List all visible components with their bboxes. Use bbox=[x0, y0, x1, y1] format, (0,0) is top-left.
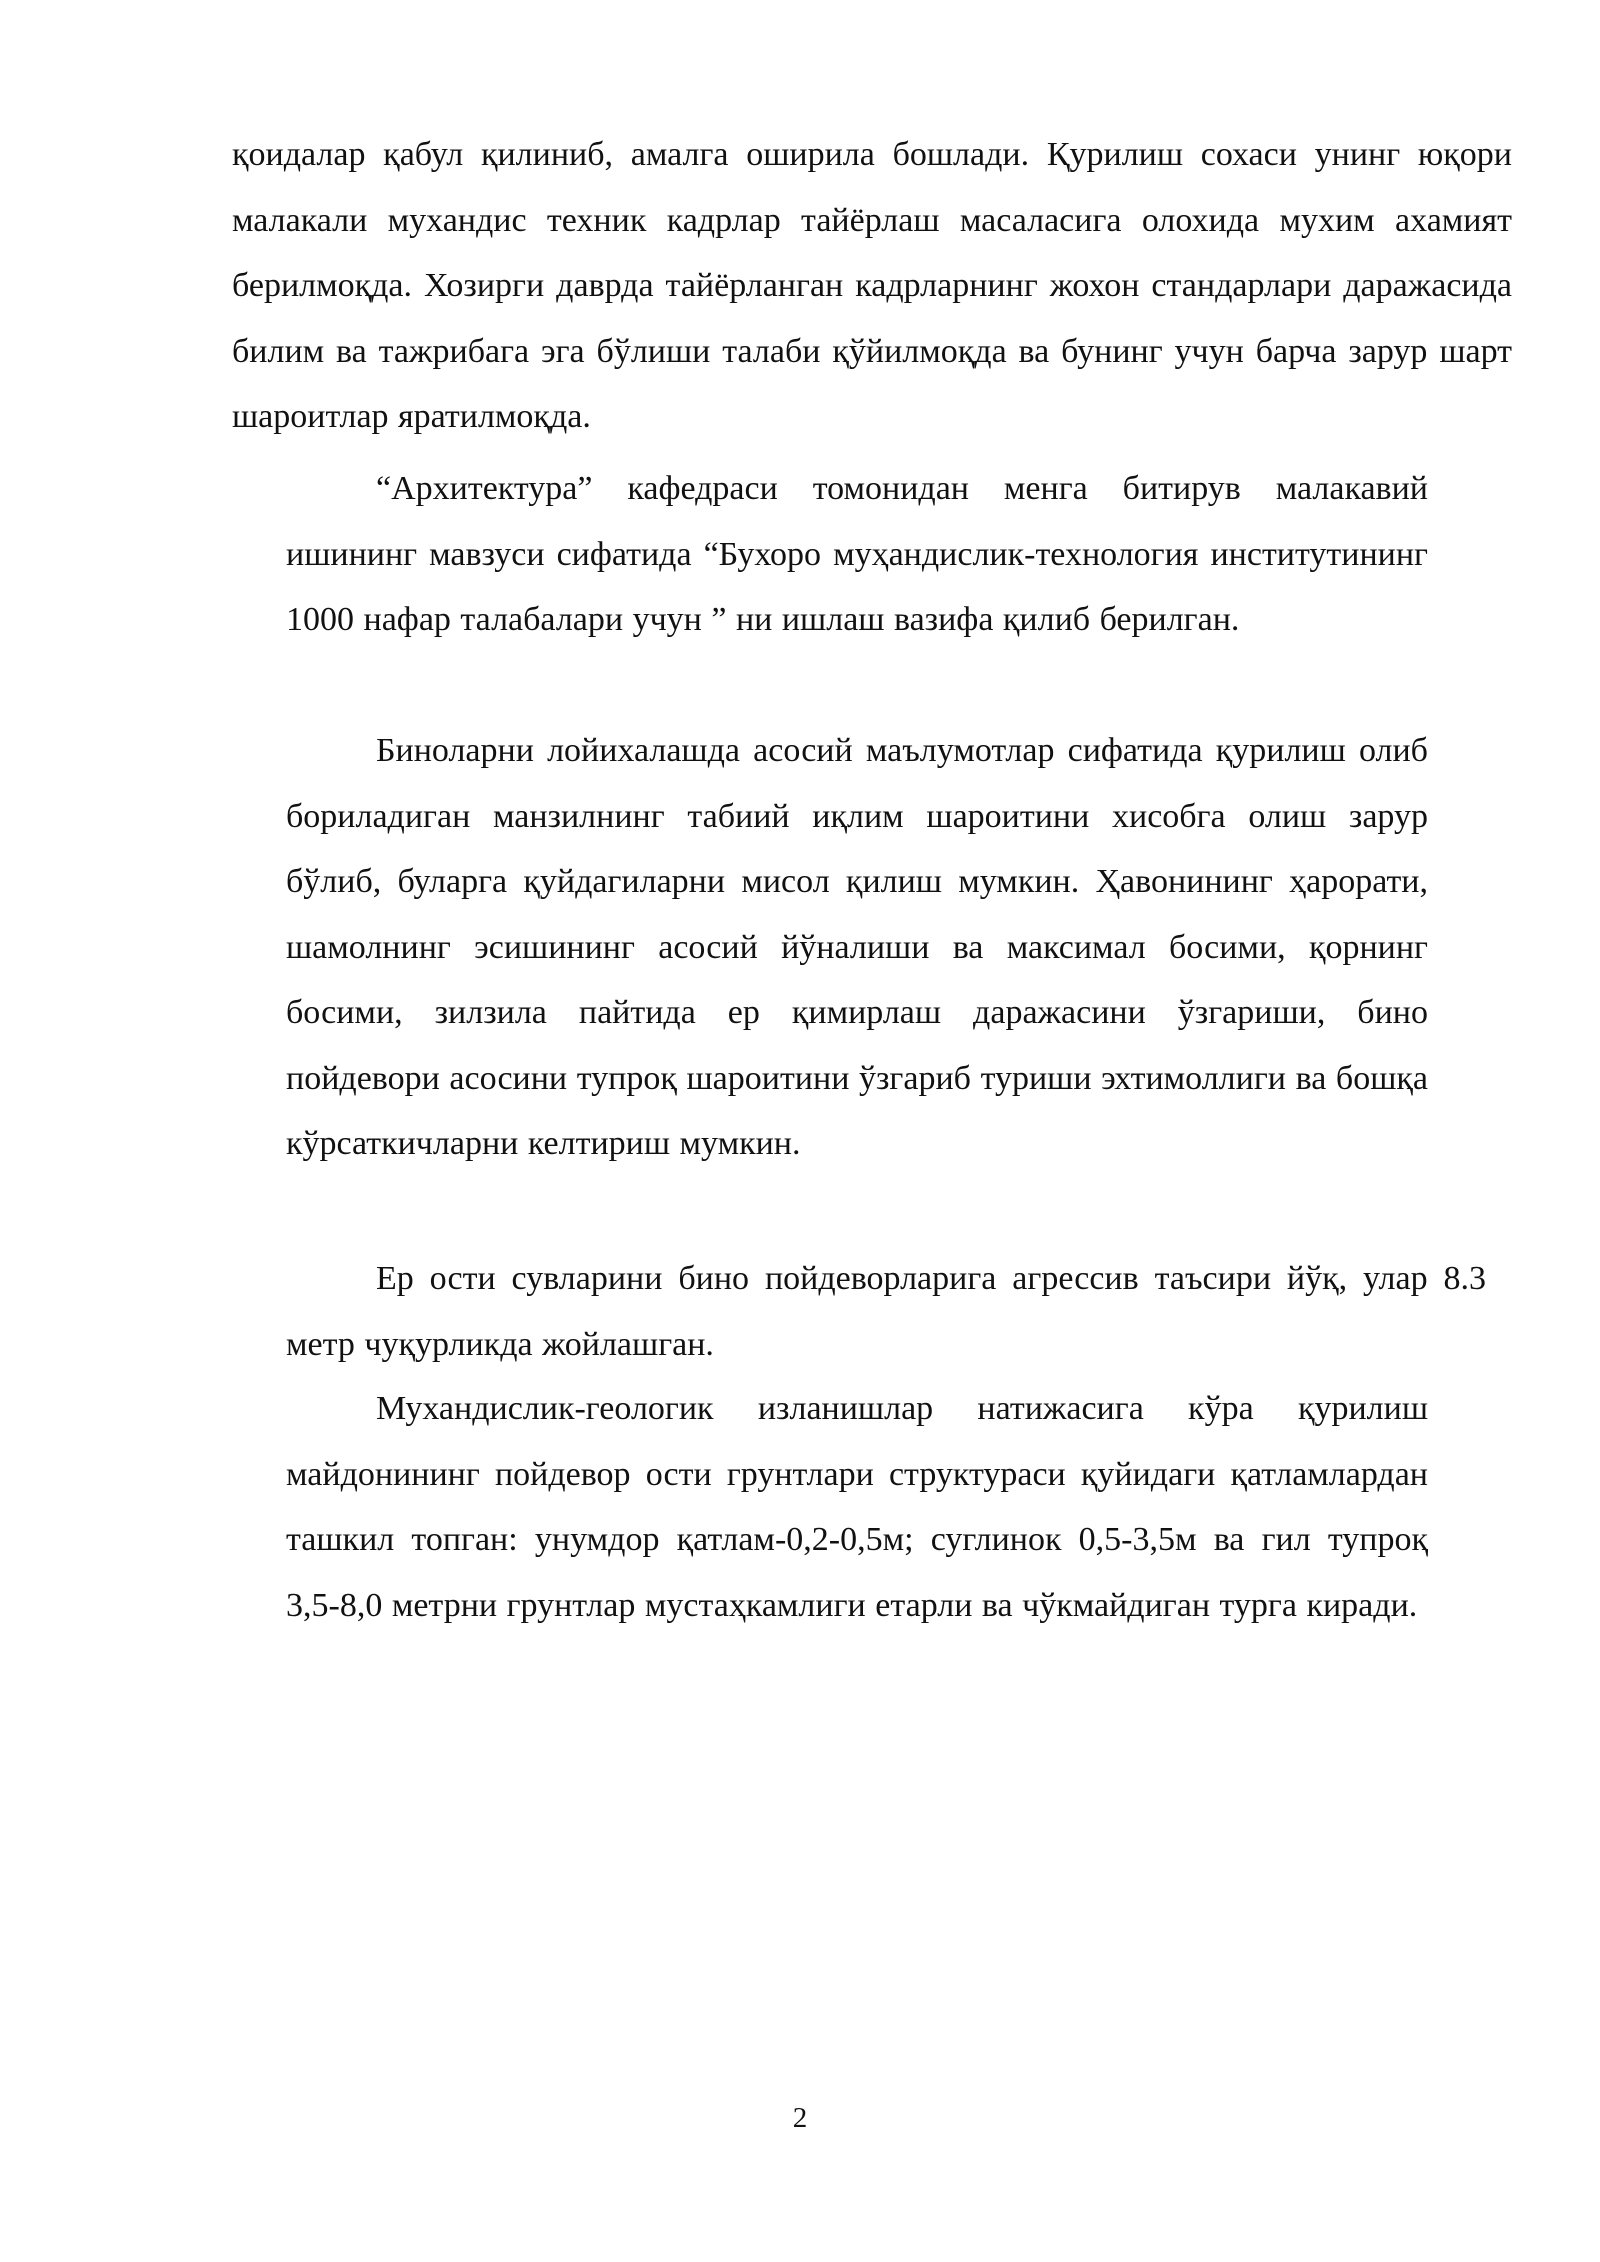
paragraph-1: қоидалар қабул қилиниб, амалга оширила бошлади. Қурилиш сохаси унинг юқори малакали мухандис техник кадрлар тайёрлаш масаласига олохида мухим ахамият берилмоқда. Хозирги даврда тайёрланган кадрларнинг жохон стандарлари даражасида билим ва тажрибага эга бўлиши талаби қўйилмоқда ва бунинг учун барча зарур шарт шароитлар яратилмоқда. bbox=[232, 136, 1512, 435]
page-number: 2 bbox=[792, 2102, 808, 2134]
paragraph-3: Биноларни лойихалашда асосий маълумотлар сифатида қурилиш олиб бориладиган манзилнинг табиий иқлим шароитини хисобга олиш зарур бўлиб, буларга қуйдагиларни мисол қилиш мумкин. Ҳавонининг ҳарорати, шамолнинг эсишининг асосий йўналиши ва максимал босими, қорнинг босими, зилзила пайтида ер қимирлаш даражасини ўзгариши, бино пойдевори асосини тупроқ шароитини ўзгариб туриши эхтимоллиги ва бошқа кўрсаткичларни келтириш мумкин. bbox=[286, 732, 1428, 1162]
paragraph-2: “Архитектура” кафедраси томонидан менга битирув малакавий ишининг мавзуси сифатида “Бухоро муҳандислик-технология институтининг 1000 нафар талабалари учун ” ни ишлаш вазифа қилиб берилган. bbox=[286, 470, 1428, 638]
paragraph-4: Ер ости сувларини бино пойдеворларига агрессив таъсири йўқ, улар 8.3 метр чуқурликда жойлашган. bbox=[286, 1260, 1486, 1363]
paragraph-5: Мухандислик-геологик изланишлар натижасига кўра қурилиш майдонининг пойдевор ости грунтлари структураси қуйидаги қатламлардан ташкил топган: унумдор қатлам-0,2-0,5м; суглинок 0,5-3,5м ва гил тупроқ 3,5-8,0 метрни грунтлар мустаҳкамлиги етарли ва чўкмайдиган турга киради. bbox=[286, 1390, 1428, 1624]
